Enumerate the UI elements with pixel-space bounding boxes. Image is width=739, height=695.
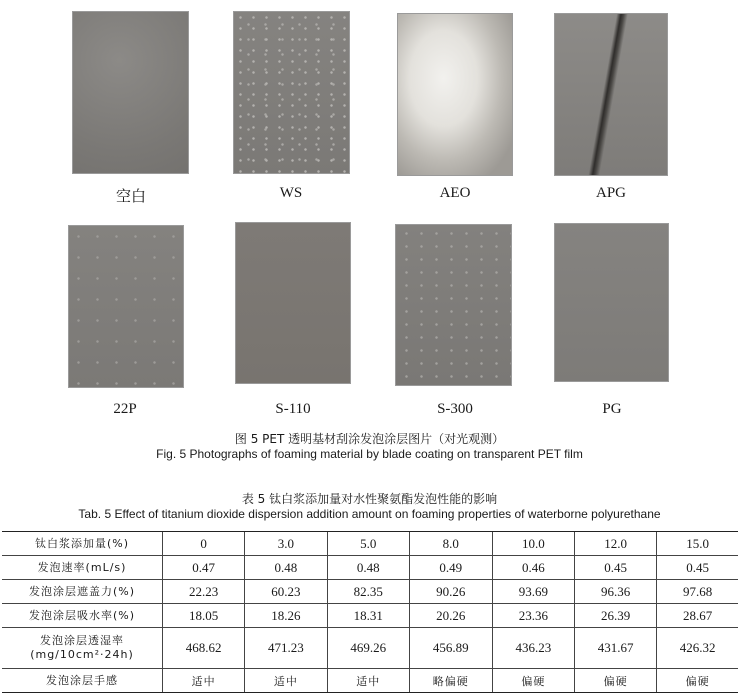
table-cell: 471.23 — [245, 628, 327, 669]
table-cell: 略偏硬 — [409, 669, 492, 693]
row-header-label: 发泡涂层吸水率(%) — [28, 608, 136, 622]
row-header — [2, 580, 163, 604]
table-cell: 18.05 — [163, 604, 245, 628]
table-caption-zh: 表 5 钛白浆添加量对水性聚氨酯发泡性能的影响 — [241, 492, 498, 506]
sample-label: 22P — [113, 401, 137, 417]
photo-s300 — [395, 224, 512, 386]
table-cell: 偏硬 — [574, 669, 656, 693]
table-cell: 468.62 — [163, 628, 245, 669]
table-cell: 97.68 — [657, 580, 738, 604]
sample-label: AEO — [439, 185, 471, 201]
table-cell: 431.67 — [574, 628, 656, 669]
table-cell: 偏硬 — [492, 669, 574, 693]
table-row — [2, 628, 738, 669]
row-header-label: 发泡速率(mL/s) — [37, 560, 127, 574]
row-header-label: 钛白浆添加量(%) — [34, 536, 130, 550]
sample-label: WS — [279, 185, 303, 201]
row-header-label: 发泡涂层遮盖力(%) — [28, 584, 136, 598]
table-cell: 适中 — [327, 669, 409, 693]
table-row — [2, 604, 738, 628]
table-cell: 0.45 — [574, 556, 656, 580]
table-cell: 96.36 — [574, 580, 656, 604]
table-cell: 0.48 — [245, 556, 327, 580]
photo-blank — [72, 11, 189, 174]
figure-caption-zh: 图 5 PET 透明基材刮涂发泡涂层图片（对光观测） — [234, 432, 505, 446]
table-cell: 436.23 — [492, 628, 574, 669]
sample-label: 空白 — [115, 187, 146, 205]
table-cell: 12.0 — [574, 532, 656, 556]
table-cell: 10.0 — [492, 532, 574, 556]
table-cell: 适中 — [245, 669, 327, 693]
table-cell: 93.69 — [492, 580, 574, 604]
table-cell: 28.67 — [657, 604, 738, 628]
table-cell: 0.45 — [657, 556, 738, 580]
table-cell: 适中 — [163, 669, 245, 693]
table-cell: 469.26 — [327, 628, 409, 669]
table-cell: 0.48 — [327, 556, 409, 580]
table-cell: 0.46 — [492, 556, 574, 580]
table-cell: 426.32 — [657, 628, 738, 669]
row-header — [2, 628, 163, 669]
photo-22p — [68, 225, 184, 388]
table-row — [2, 556, 738, 580]
sample-label: APG — [595, 185, 626, 201]
row-header-unit: (mg/10cm²·24h) — [30, 648, 134, 661]
row-header — [2, 604, 163, 628]
table-row — [2, 532, 738, 556]
figure-caption-en: Fig. 5 Photographs of foaming material by blade coating on transparent PET film — [156, 447, 583, 461]
table-cell: 0.47 — [163, 556, 245, 580]
table-cell: 22.23 — [163, 580, 245, 604]
table-caption-en: Tab. 5 Effect of titanium dioxide dispersion addition amount on foaming properties of waterborne polyurethane — [78, 507, 661, 521]
table-cell: 60.23 — [245, 580, 327, 604]
row-header-label: 发泡涂层透湿率 — [40, 634, 124, 647]
table-cell: 0.49 — [409, 556, 492, 580]
row-header — [2, 669, 163, 693]
photo-apg — [554, 13, 668, 176]
data-table — [2, 531, 738, 693]
sample-label: S-300 — [437, 401, 473, 417]
table-cell: 20.26 — [409, 604, 492, 628]
photo-pg — [554, 223, 669, 382]
photo-s110 — [235, 222, 351, 384]
table-cell: 15.0 — [657, 532, 738, 556]
table-cell: 18.31 — [327, 604, 409, 628]
table-row — [2, 580, 738, 604]
row-header — [2, 556, 163, 580]
table-cell: 5.0 — [327, 532, 409, 556]
photo-ws — [233, 11, 350, 174]
table-cell: 82.35 — [327, 580, 409, 604]
table-cell: 0 — [163, 532, 245, 556]
sample-label: S-110 — [275, 401, 311, 417]
table-cell: 8.0 — [409, 532, 492, 556]
table-cell: 90.26 — [409, 580, 492, 604]
table-row — [2, 669, 738, 693]
table-cell: 456.89 — [409, 628, 492, 669]
table-cell: 23.36 — [492, 604, 574, 628]
table-cell: 18.26 — [245, 604, 327, 628]
table-cell: 3.0 — [245, 532, 327, 556]
table-cell: 偏硬 — [657, 669, 738, 693]
sample-label: PG — [602, 401, 622, 417]
table-cell: 26.39 — [574, 604, 656, 628]
row-header-label: 发泡涂层手感 — [46, 673, 118, 687]
photo-aeo — [397, 13, 513, 176]
row-header — [2, 532, 163, 556]
